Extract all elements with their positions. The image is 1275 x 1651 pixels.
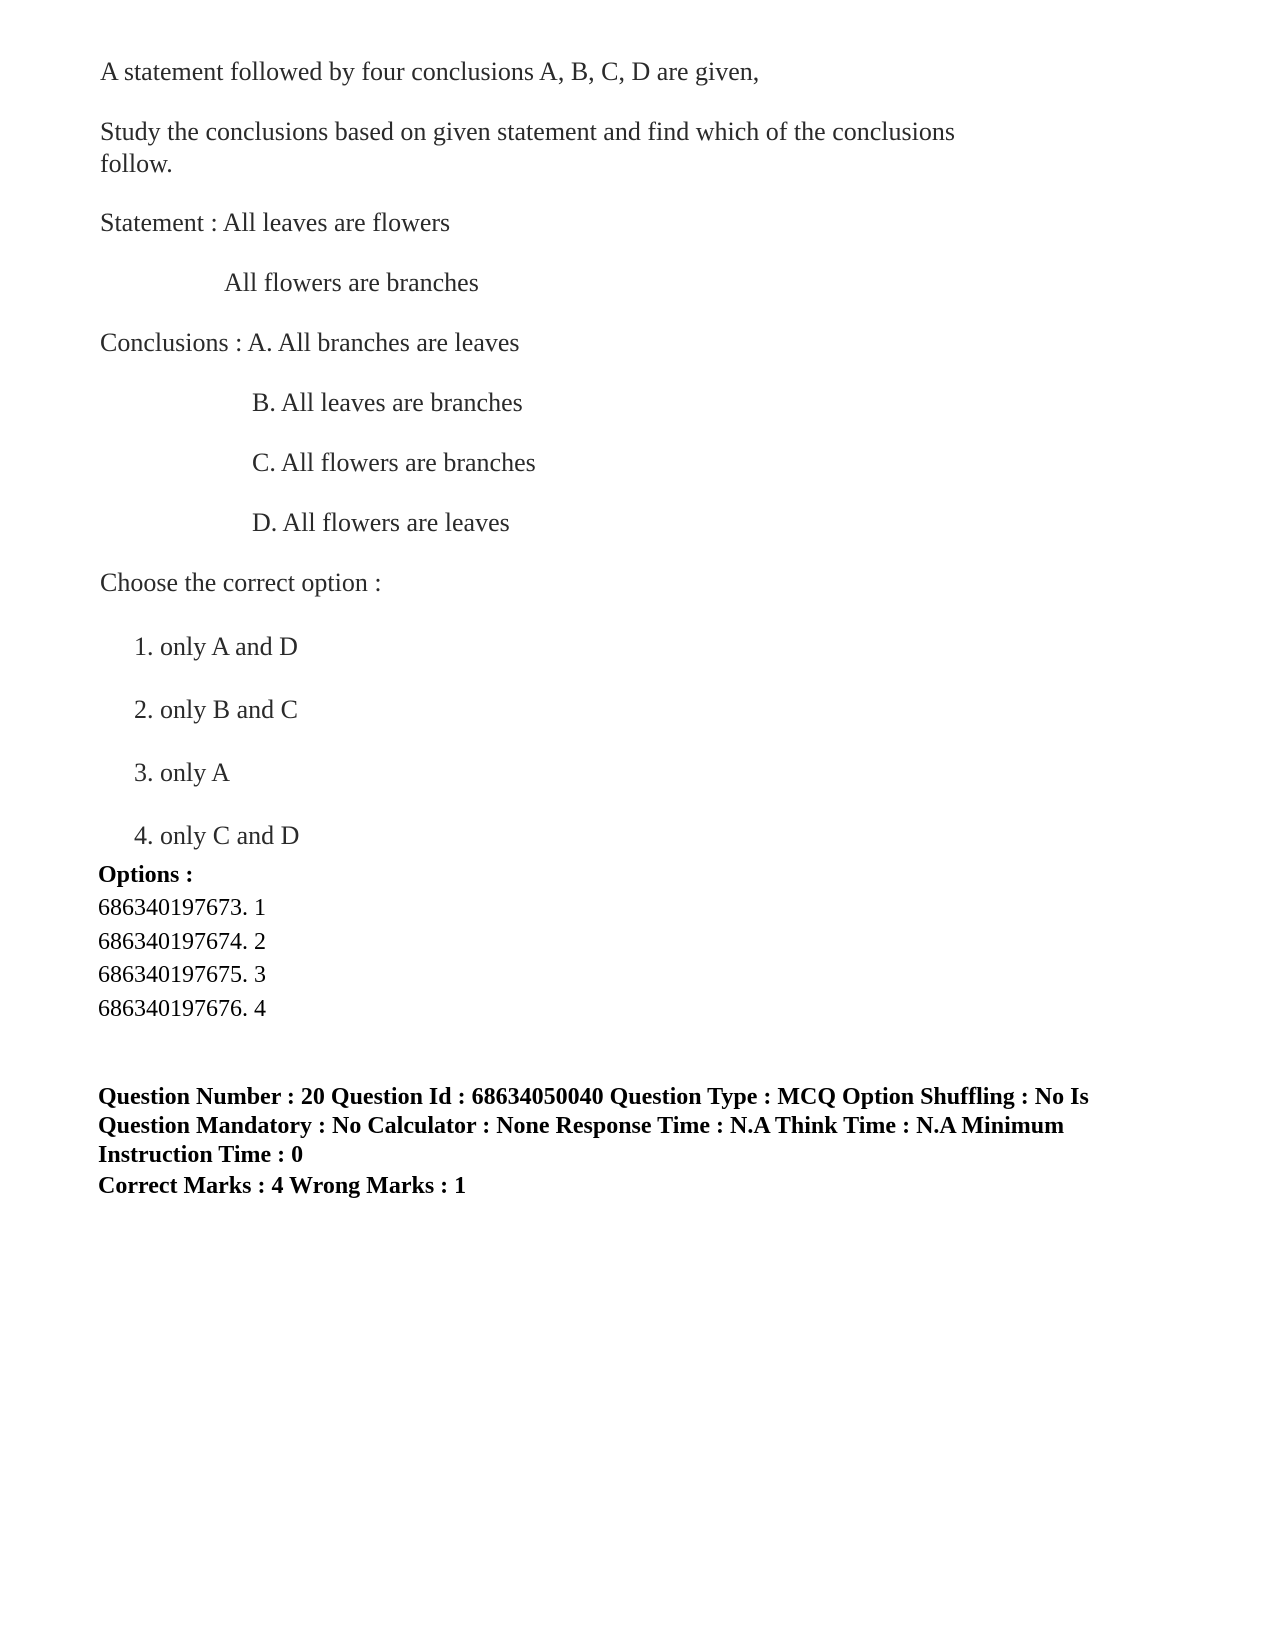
option-item: 686340197674. 2: [98, 929, 266, 955]
question-intro: A statement followed by four conclusions A, B, C, D are given,: [100, 57, 760, 86]
choice-item: 3. only A: [134, 758, 231, 787]
choice-item: 2. only B and C: [134, 695, 298, 724]
conclusion-b: B. All leaves are branches: [252, 388, 523, 417]
conclusion-d: D. All flowers are leaves: [252, 508, 510, 537]
question-instruction-cont: follow.: [100, 149, 173, 178]
statement-2: All flowers are branches: [224, 268, 479, 297]
conclusion-a: Conclusions : A. All branches are leaves: [100, 328, 520, 357]
choose-prompt: Choose the correct option :: [100, 568, 382, 597]
question-info-line: Instruction Time : 0: [98, 1142, 304, 1168]
option-item: 686340197675. 3: [98, 962, 266, 988]
option-item: 686340197676. 4: [98, 996, 266, 1022]
question-info: [98, 1083, 1148, 1170]
question-info-line: Question Number : 20 Question Id : 68634050040 Question Type : MCQ Option Shuffling : No Is: [98, 1084, 1089, 1110]
conclusion-c: C. All flowers are branches: [252, 448, 536, 477]
choice-item: 1. only A and D: [134, 632, 298, 661]
option-item: 686340197673. 1: [98, 895, 266, 921]
options-heading: Options :: [98, 862, 194, 888]
question-info-line: Question Mandatory : No Calculator : None Response Time : N.A Think Time : N.A Minimum: [98, 1113, 1065, 1139]
choice-item: 4. only C and D: [134, 821, 300, 850]
question-instruction: Study the conclusions based on given statement and find which of the conclusions: [100, 117, 955, 146]
statement-1: Statement : All leaves are flowers: [100, 208, 451, 237]
marks-info: Correct Marks : 4 Wrong Marks : 1: [98, 1173, 467, 1199]
